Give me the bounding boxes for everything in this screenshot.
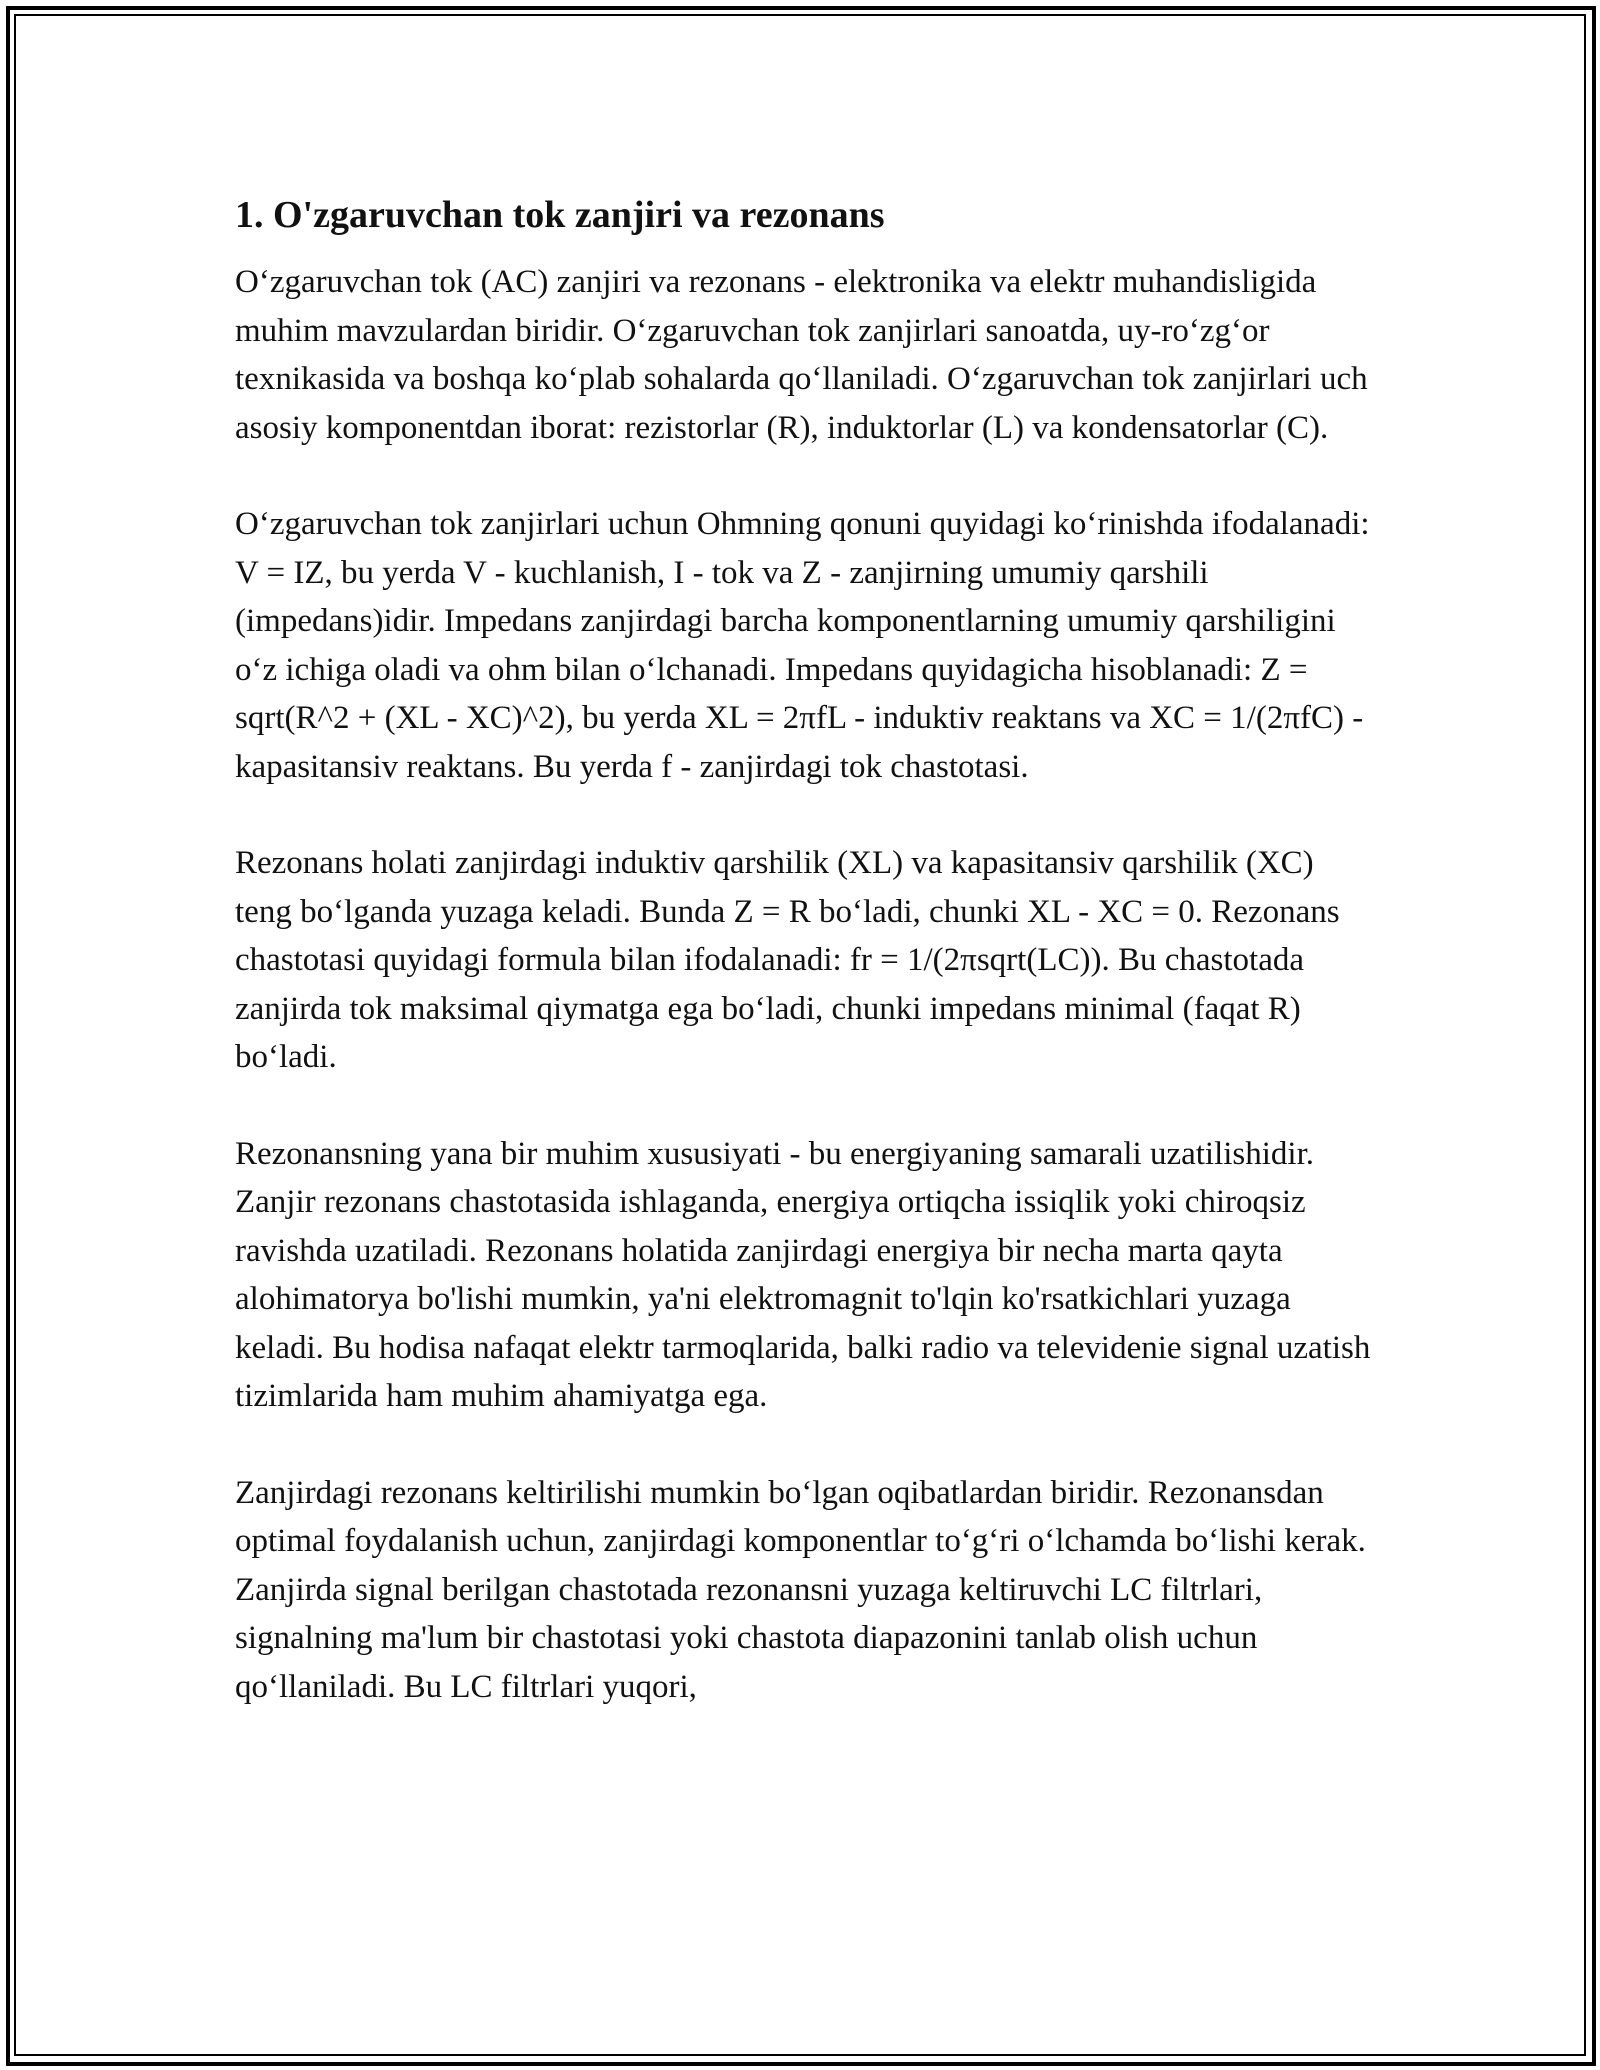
paragraph-energy-transfer: Rezonansning yana bir muhim xususiyati - bu energiyaning samarali uzatilishidir. Zanjir rezonans chastotasida ishlaganda, energiya ortiqcha issiqlik yoki chiroqsiz ravishda uzatiladi. Rezonans holatida zanjirdagi energiya bir necha marta qayta alohimatorya bo'lishi mumkin, ya'ni elektromagnit to'lqin ko'rsatkichlari yuzaga keladi. Bu hodisa nafaqat elektr tarmoqlarida, balki radio va televidenie signal uzatish tizimlarida ham muhim ahamiyatga ega. <box>235 1135 1371 1414</box>
paragraph-ac-circuit-intro: O‘zgaruvchan tok (AC) zanjiri va rezonans - elektronika va elektr muhandisligida muhim mavzulardan biridir. O‘zgaruvchan tok zanjirlari sanoatda, uy-ro‘zg‘or texnikasida va boshqa ko‘plab sohalarda qo‘llaniladi. O‘zgaruvchan tok zanjirlari uch asosiy komponentdan iborat: rezistorlar (R), induktorlar (L) va kondensatorlar (C). <box>235 264 1368 446</box>
paragraph-ohms-law-impedance: O‘zgaruvchan tok zanjirlari uchun Ohmning qonuni quyidagi ko‘rinishda ifodalanadi: V = IZ, bu yerda V - kuchlanish, I - tok va Z - zanjirning umumiy qarshili (impedans)idir. Impedans zanjirdagi barcha komponentlarning umumiy qarshiligini o‘z ichiga oladi va ohm bilan o‘lchanadi. Impedans quyidagicha hisoblanadi: Z = sqrt(R^2 + (XL - XC)^2), bu yerda XL = 2πfL - induktiv reaktans va XC = 1/(2πfC) - kapasitansiv reaktans. Bu yerda f - zanjirdagi tok chastotasi. <box>235 506 1370 785</box>
document-title: 1. O'zgaruvchan tok zanjiri va rezonans <box>235 194 885 236</box>
paragraph-lc-filters: Zanjirdagi rezonans keltirilishi mumkin bo‘lgan oqibatlardan biridir. Rezonansdan optimal foydalanish uchun, zanjirdagi komponentlar to‘g‘ri o‘lchamda bo‘lishi kerak. Zanjirda signal berilgan chastotada rezonansni yuzaga keltiruvchi LC filtrlari, signalning ma'lum bir chastotasi yoki chastota diapazonini tanlab olish uchun qo‘llaniladi. Bu LC filtrlari yuqori, <box>235 1474 1366 1705</box>
document-body <box>235 186 1375 1759</box>
paragraph-resonance-condition: Rezonans holati zanjirdagi induktiv qarshilik (XL) va kapasitansiv qarshilik (XC) teng bo‘lganda yuzaga keladi. Bunda Z = R bo‘ladi, chunki XL - XC = 0. Rezonans chastotasi quyidagi formula bilan ifodalanadi: fr = 1/(2πsqrt(LC)). Bu chastotada zanjirda tok maksimal qiymatga ega bo‘ladi, chunki impedans minimal (faqat R) bo‘ladi. <box>235 845 1340 1075</box>
